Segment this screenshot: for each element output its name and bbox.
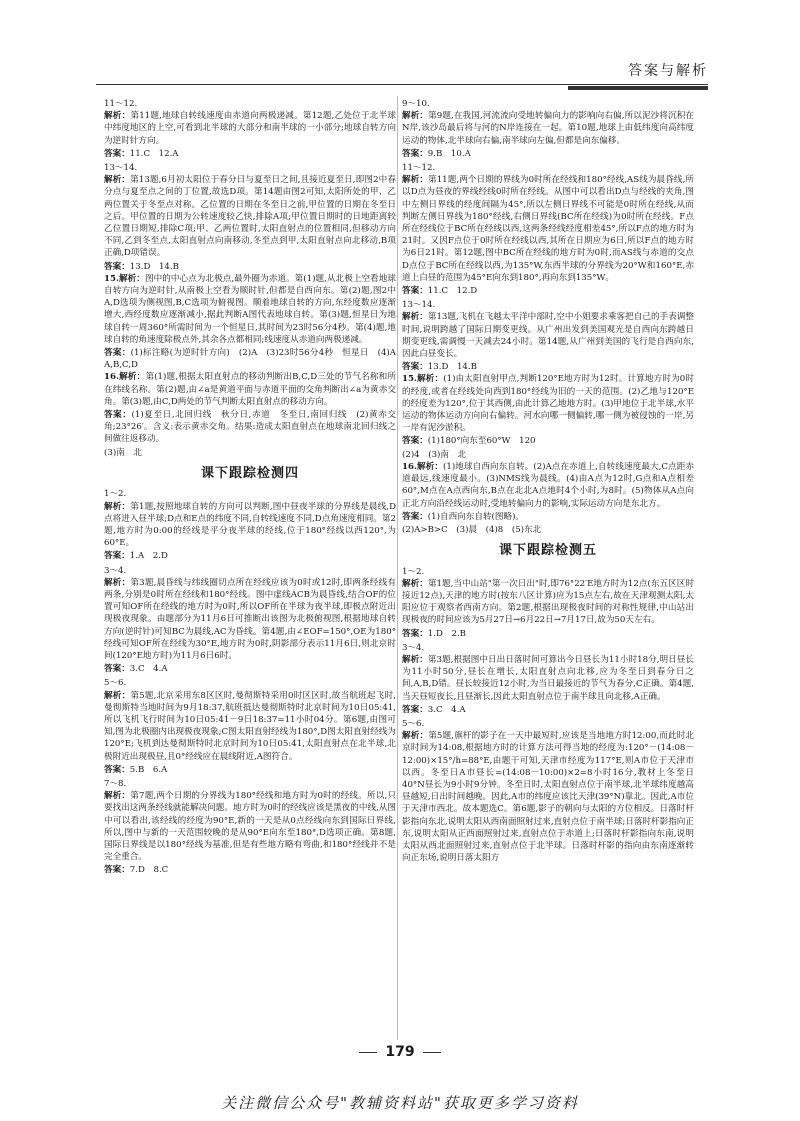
paragraph-label: 15.解析： xyxy=(104,273,145,284)
paragraph-label: 答案： xyxy=(402,436,428,447)
paragraph-label: 16.解析： xyxy=(402,461,444,472)
paragraph-text: 7.D 8.C xyxy=(129,865,169,876)
paragraph-text: 第5题,北京采用东8区区时,曼彻斯特采用0时区区时,故当航班起飞时,曼彻斯特当地时间为9月18:37,航班抵达曼彻斯特时北京时间为10日05:41,所以飞机飞行时间为10日05:41－9日18:37=11小时04分。第6题,由图可知,图为北极圈内出现极夜现象;C图太阳直射经线为180°,D图太阳直射经线为120°E;飞机到达曼彻斯特时北京时间为10日05:41,太阳直射点在北半球,北极附近出现极昼,且0°经线应在晨线附近,A图符合。 xyxy=(104,690,396,762)
paragraph-label: 答案： xyxy=(104,261,130,272)
answer-line xyxy=(104,663,396,675)
explanation-paragraph xyxy=(402,578,694,627)
page-header xyxy=(0,0,800,92)
header-rule xyxy=(96,84,708,85)
paragraph-label: 答案： xyxy=(104,148,130,159)
answer-line xyxy=(402,704,694,716)
paragraph-text: (3)南 北 xyxy=(104,447,142,458)
paragraph-text: 11.C 12.A xyxy=(129,148,179,159)
explanation-paragraph xyxy=(104,110,396,147)
paragraph-label: 解析： xyxy=(104,175,131,186)
paragraph-text: 11.C 12.D xyxy=(427,286,478,297)
right-column xyxy=(402,96,694,864)
paragraph-text: 第1题,按照地球自转的方向可以判断,图中昼夜半球的分界线是晨线,D点将进入昼半球;D点和E点的纬度不同,自转线速度不同,D点角速度相同。第2题,地方时为0:00的经线是平分夜半球的经线,位于180°经线以西120°,为60°E。 xyxy=(104,501,396,549)
header-accent-bar xyxy=(568,86,708,90)
paragraph-label: 解析： xyxy=(104,111,131,122)
question-number xyxy=(104,488,396,500)
paragraph-text: (1)标注略(为逆时针方向) (2)A (3)23时56分4秒 恒星日 (4)A A,B,C,D xyxy=(104,348,405,371)
question-number xyxy=(104,677,396,689)
question-number xyxy=(104,565,396,577)
paragraph-text: (2)A>B>C (3)晨 (4)8 (5)东北 xyxy=(402,524,542,535)
paragraph-text: (1)180°向东至60°W 120 xyxy=(427,436,536,447)
paragraph-text: 第13题,飞机在飞越太平洋中部时,空中小姐要求乘客把自己的手表调整时间,说明跨越了国际日期变更线。从广州出发到美国观光是自西向东跨越日期变更线,需调慢一天减去24小时。第14题,从广州到美国的飞行是自西向东,因此白昼变长。 xyxy=(402,312,694,360)
column-divider xyxy=(397,96,398,1040)
paragraph-label: 解析： xyxy=(402,175,429,186)
paragraph-text: 3.C 4.A xyxy=(427,704,466,715)
explanation-paragraph xyxy=(402,654,694,703)
paragraph-text: (1)自西向东自转(图略)。 xyxy=(427,511,525,522)
paragraph-text: 第11题,两个日期的界线为0时所在经线和180°经线,AS线为晨昏线,所以D点为昼夜的界线经线0时所在经线。从图中可以看出D点与经线的夹角,图中左侧日界线的经度间隔为45°,所以左侧日界线不可能是0时所在经线,从而判断左侧日界线为180°经线,右侧日界线(BC所在经线)为0时所在经线。F点所在经线位于BC所在经线以西,这两条经线经度相差45°,所以F点的地方时为21时。又因F点位于0时所在经线以西,其所在日期应为6日,所以F点的地方时为6日21时。第12题,图中BC所在经线的地方时为0时,而AS线与赤道的交点D点位于BC所在经线以西,为135°W,东西半球的分界线为20°W和160°E,赤道上白昼的范围为45°E向东到180°,再向东到135°W。 xyxy=(402,175,694,283)
paragraph-text: 第13题,6月初太阳位于春分日与夏至日之间,且接近夏至日,即图2中春分点与夏至点之间的丁位置,故选D项。第14题由图2可知,太阳所处的甲、乙两位置关于冬至点对称。乙位置的日期在冬至日之前,甲位置的日期在冬至日之后。甲位置的日期为公转速度较乙快,排除A项;甲位置日期时的日地距离较乙位置日期短,排除C项;甲、乙两位置时,太阳直射点的位置相同,但移动方向不同,乙到冬至点,太阳直射点向南移动,冬至点到甲,太阳直射点向北移动,B项正确,D项错误。 xyxy=(104,175,396,259)
question-number xyxy=(104,778,396,790)
explanation-paragraph xyxy=(402,110,694,147)
answer-line xyxy=(104,409,396,446)
paragraph-text: 第5题,旗杆的影子在一天中最短时,应该是当地地方时12:00,而此时北京时间为14:08,根据地方时的计算方法可得当地的经度为:120°－(14:08－12:00)×15°/h=88°E,由题干可知,天津市经度为117°E,则A市位于天津市以西。冬至日A市昼长=(14:08－10:00)×2=8小时16分,教材上冬至日40°N昼长为9小时9分钟。冬至日时,太阳直射点位于南半球,北半球纬度越高昼越短,日出时间越晚。因此,A市的纬度应该比天津(39°N)靠北。因此,A市位于天津市西北。故本题选C。第6题,影子的朝向与太阳的方位相反。日落时杆影指向东北,说明太阳从西南面照射过来,直射点位于南半球;日落时杆影指向正东,说明太阳从正西面照射过来,直射点位于赤道上;日落时杆影指向东南,说明太阳从西北面照射过来,直射点位于北半球。日落时杆影的指向由东南逐渐转向正东场,说明日落太阳方 xyxy=(402,731,694,864)
page-number-text: 179 xyxy=(385,1044,415,1060)
answer-line xyxy=(104,864,396,876)
paragraph-label: 答案： xyxy=(402,286,428,297)
answer-line xyxy=(402,148,694,160)
answer-line xyxy=(104,550,396,562)
paragraph-label: 解析： xyxy=(104,577,131,588)
paragraph-text: 7～8. xyxy=(104,779,127,790)
paragraph-label: 答案： xyxy=(402,511,428,522)
paragraph-label: 答案： xyxy=(402,148,428,159)
answer-line xyxy=(402,361,694,373)
paragraph-text: 第9题,在我国,河流流向受地转偏向力的影响向右偏,所以泥沙将沉积在N岸,该沙岛最后将与河的N岸连接在一起。第10题,地球上由低纬度向高纬度运动的物体,北半球向右偏,南半球向左偏,但都是向东偏移。 xyxy=(402,111,694,146)
paragraph-label: 解析： xyxy=(402,312,428,323)
paragraph-label: 答案： xyxy=(104,348,131,359)
question-number xyxy=(104,98,396,110)
question-number xyxy=(402,299,694,311)
explanation-paragraph xyxy=(104,501,396,550)
paragraph-text: 图中的中心点为北极点,最外圈为赤道。第(1)题,从北极上空看地球自转方向为逆时针,从南极上空看为顺时针,但都是自西向东。第(2)题,图2中A,D选项为侧视图,B,C选项为俯视图。顺着地球自转的方向,东经度数应逐渐增大,西经度数应逐渐减小,据此判断A图代表地球自转。第(3)题,恒星日为地球自转一周360°所需时间为一个恒星日,其时间为23时56分4秒。第(4)题,地球自转的角速度除极点外,其余各点都相同;线速度从赤道向两极递减。 xyxy=(104,273,397,345)
explanation-paragraph xyxy=(402,174,694,284)
explanation-paragraph xyxy=(104,690,396,763)
paragraph-label: 答案： xyxy=(402,704,428,715)
answer-line xyxy=(402,524,694,536)
header-title: 答案与解析 xyxy=(628,63,708,79)
section-title: 课下跟踪检测四 xyxy=(200,465,299,481)
paragraph-label: 答案： xyxy=(104,764,130,775)
explanation-paragraph xyxy=(402,461,694,510)
paragraph-text: 第(1)题,根据太阳直射点的移动判断出B,C,D三处的节气名称和所在纬线名称。第(2)题,由∠a是黄道平面与赤道平面的交角判断出∠a为黄赤交角。第(3)题,由C,D两处的节气判断太阳直射点的移动方向。 xyxy=(104,372,397,407)
page-number-dash-right xyxy=(423,1052,441,1053)
explanation-paragraph xyxy=(402,373,694,434)
paragraph-text: 3.C 4.A xyxy=(129,664,168,675)
answer-line xyxy=(104,764,396,776)
question-number xyxy=(104,162,396,174)
explanation-paragraph xyxy=(104,790,396,863)
paragraph-label: 答案： xyxy=(104,865,130,876)
question-number xyxy=(402,98,694,110)
paragraph-text: 1.D 2.B xyxy=(427,628,466,639)
answer-line xyxy=(402,435,694,447)
paragraph-label: 答案： xyxy=(402,628,428,639)
paragraph-label: 16.解析： xyxy=(104,372,146,383)
paragraph-label: 解析： xyxy=(402,111,429,122)
answer-line xyxy=(402,628,694,640)
explanation-paragraph xyxy=(104,577,396,662)
page-number xyxy=(0,1044,800,1060)
left-column xyxy=(104,96,405,877)
paragraph-text: 11～12. xyxy=(402,163,436,174)
paragraph-text: 第1题,当中山站"第一次日出"时,即76°22′E地方时为12点(东五区区时接近12点),天津的地方时(按东八区计算)应为15点左右,故在天津观测太阳,太阳应位于观察者西南方向。第2题,根据出现极夜时间的对称性规律,中山站出现极夜的时间应该为5月27日→6月22日→7月17日,故为50天左右。 xyxy=(402,578,694,626)
paragraph-text: 3～4. xyxy=(104,565,127,576)
paragraph-text: 9.B 10.A xyxy=(427,148,471,159)
paragraph-text: (2)4 (3)南 北 xyxy=(402,449,467,460)
paragraph-text: 第3题,根据图中日出日落时间可算出今日昼长为11小时18分,明日昼长为11小时50分,昼长在增长,太阳直射点向北移,应为冬至日到春分日之间,A,B,D错。昼长较接近12小时,为当日最接近的节气为春分,C正确。第4题,当天昼短夜长,且昼渐长,因此太阳直射点位于南半球且向北移,A正确。 xyxy=(402,654,694,702)
paragraph-text: 3～4. xyxy=(402,642,425,653)
answer-line xyxy=(104,347,405,371)
question-number xyxy=(402,566,694,578)
answer-line xyxy=(104,148,396,160)
paragraph-text: 9～10. xyxy=(402,99,430,109)
answer-line xyxy=(402,511,694,523)
paragraph-label: 解析： xyxy=(402,731,429,742)
paragraph-label: 15.解析： xyxy=(402,374,444,385)
paragraph-text: 11～12. xyxy=(104,99,138,109)
paragraph-text: 5～6. xyxy=(402,719,425,729)
paragraph-text: (1)夏至日,北回归线 秋分日,赤道 冬至日,南回归线 (2)黄赤交角;23°26′。含义:表示黄赤交角。结果:造成太阳直射点在地球南北回归线之间做往返移动。 xyxy=(104,410,396,445)
paragraph-text: 13～14. xyxy=(104,163,138,174)
paragraph-text: 1～2. xyxy=(402,566,425,577)
answer-line xyxy=(104,261,396,273)
paragraph-text: (1)地球自西向东自转。(2)A点在赤道上,自转线速度最大,C点距赤道最远,线速度最小。(3)NMS线为晨线。(4)由A点为12时,G点和A点相差60°,M点在A点西向东,B点在北北A点地时4个小时,为8时。(5)物体从A点向正北方向沿经线运动时,受地转偏向力的影响,实际运动方向是东北方。 xyxy=(402,461,694,509)
paragraph-text: 1.A 2.D xyxy=(129,551,168,562)
answer-line xyxy=(402,285,694,297)
question-number xyxy=(402,642,694,654)
paragraph-label: 解析： xyxy=(402,578,428,589)
paragraph-text: 第7题,两个日期的分界线为180°经线和地方时为0时的经线。所以,只要找出这两条经线就能解决问题。地方时为0时的经线应该是黑夜的中线,从图中可以看出,该经线的经度为90°E,新的一天是从0点经线向东到国际日界线,所以,图中与新的一天范围较晚的是从90°E向东至180°,D选项正确。第8题,国际日界线是以180°经线为基准,但是有些地方略有弯曲,和180°经线并不是完全重合。 xyxy=(104,791,396,863)
paragraph-text: 13～14. xyxy=(402,300,436,311)
paragraph-label: 解析： xyxy=(104,791,131,802)
answer-line xyxy=(104,447,396,459)
paragraph-text: 5.B 6.A xyxy=(129,764,168,775)
question-number xyxy=(402,718,694,730)
paragraph-text: 第3题,晨昏线与纬线圈切点所在经线应该为0时或12时,即两条经线有两条,分别是0时所在经线和180°经线。图中虚线ACB为晨昏线,结合OF的位置可知OF所在经线的地方时为0时,所以OF所在半球为夜半球,即极点附近出现极夜现象。由题部分为11月6日可推断出该图为北极俯视图,根据地球自转方向(逆时针)可知BC为晨线,AC为昏线。第4题,由∠EOF=150°,OE为180°经线可知OF所在经线为30°E,地方时为0时,阴影部分表示11月6日,则北京时间(120°E地方时)为11月6日6时。 xyxy=(104,577,396,661)
question-number xyxy=(402,162,694,174)
paragraph-label: 解析： xyxy=(104,501,131,512)
explanation-paragraph xyxy=(402,311,694,360)
explanation-paragraph xyxy=(104,273,396,346)
paragraph-label: 答案： xyxy=(104,410,132,421)
explanation-paragraph xyxy=(104,174,396,259)
paragraph-text: 5～6. xyxy=(104,678,127,689)
paragraph-text: 13.D 14.B xyxy=(129,261,179,272)
paragraph-label: 答案： xyxy=(104,664,130,675)
section-title: 课下跟踪检测五 xyxy=(498,543,597,559)
paragraph-text: 1～2. xyxy=(104,489,127,500)
page-number-dash-left xyxy=(359,1052,377,1053)
footer-note: 关注微信公众号"教辅资料站"获取更多学习资料 xyxy=(221,1094,579,1112)
answer-line xyxy=(402,449,694,461)
paragraph-text: 第11题,地球自转线速度由赤道向两极递减。第12题,乙处位于北半球中纬度地区的上空,可看到北半球的大部分和南半球的一小部分;地球自转方向为逆时针方向。 xyxy=(104,111,396,146)
paragraph-label: 答案： xyxy=(104,551,130,562)
paragraph-label: 解析： xyxy=(402,654,428,665)
paragraph-text: 13.D 14.B xyxy=(427,362,477,373)
paragraph-label: 解析： xyxy=(104,690,131,701)
explanation-paragraph xyxy=(402,730,694,864)
paragraph-text: (1)由太阳直射甲点,判断120°E地方时为12时。计算地方时为0时的经度,或者在经线处向西到180°经线为旧的一天的范围。(2)乙地与120°E的经度差为120°,位于其西侧,由此计算乙地地方时。(3)甲地位于北半球,水平运动的物体运动方向向右偏转。河水向哪一侧偏转,哪一侧为被侵蚀的一岸,另一岸有泥沙淤积。 xyxy=(402,374,694,434)
explanation-paragraph xyxy=(104,371,396,408)
paragraph-label: 答案： xyxy=(402,362,428,373)
